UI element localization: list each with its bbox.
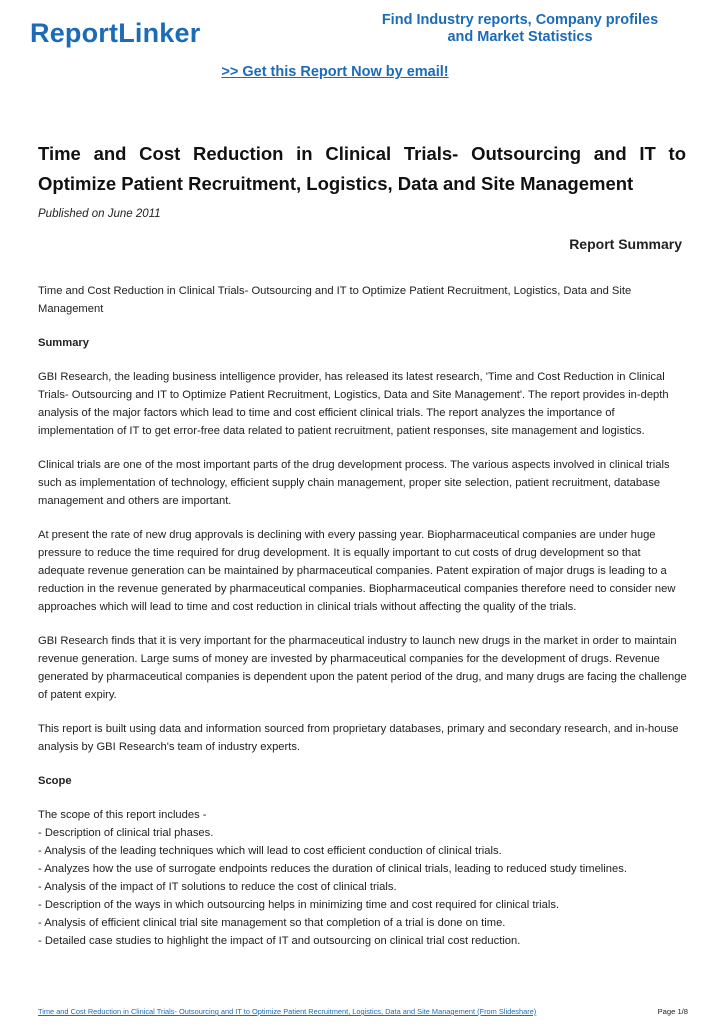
intro-paragraph: Time and Cost Reduction in Clinical Trials- Outsourcing and IT to Optimize Patient Recruitment, Logistics, Data and Site Management [38,285,632,315]
tagline-line-1: Find Industry reports, Company profiles [381,12,659,28]
report-summary-heading: Report Summary [569,236,682,252]
summary-paragraph-1: GBI Research, the leading business intelligence provider, has released its latest research, 'Time and Cost Reduction in Clinical Trials- Outsourcing and IT to Optimize Patient Recruitment, Logistics, Data and Site Management'. The report provides in-depth analysis of the major factors which lead to time and cost efficient clinical trials. The report analyzes the importance of implementation of IT to get error-free data related to patient recruitment, patient responses, site management and logistics. [38,371,669,437]
scope-item: - Analysis of the impact of IT solutions to reduce the cost of clinical trials. [38,881,397,893]
scope-intro: The scope of this report includes - [38,809,207,821]
scope-item: - Description of clinical trial phases. [38,827,214,839]
published-date: Published on June 2011 [38,208,161,220]
summary-heading: Summary [38,337,89,349]
reportlinker-logo[interactable]: ReportLinker [30,18,201,48]
get-report-link[interactable]: >> Get this Report Now by email! [221,64,449,80]
report-body [38,282,688,950]
tagline-line-2: and Market Statistics [447,29,593,45]
page-number: Page 1/8 [657,1007,688,1016]
page-footer [38,1007,688,1016]
report-title: Time and Cost Reduction in Clinical Trials- Outsourcing and IT to Optimize Patient Recruitment, Logistics, Data and Site Management [38,143,686,194]
summary-paragraph-4: GBI Research finds that it is very important for the pharmaceutical industry to launch new drugs in the market in order to maintain revenue generation. Large sums of money are invested by pharmaceutical companies for the development of drugs. Revenue generated by pharmaceutical companies is dependent upon the patent period of the drug, and many drugs are facing the challenge of patent expiry. [38,635,687,701]
summary-paragraph-5: This report is built using data and information sourced from proprietary databases, primary and secondary research, and in-house analysis by GBI Research's team of industry experts. [38,723,679,753]
scope-heading: Scope [38,775,72,787]
footer-report-link[interactable]: Time and Cost Reduction in Clinical Trials- Outsourcing and IT to Optimize Patient Recruitment, Logistics, Data and Site Management (From Slideshare) [38,1007,537,1016]
scope-item: - Analysis of the leading techniques which will lead to cost efficient conduction of clinical trials. [38,845,502,857]
scope-item: - Detailed case studies to highlight the impact of IT and outsourcing on clinical trial cost reduction. [38,935,521,947]
scope-item: - Analyzes how the use of surrogate endpoints reduces the duration of clinical trials, leading to reduced study timelines. [38,863,627,875]
summary-paragraph-2: Clinical trials are one of the most important parts of the drug development process. The various aspects involved in clinical trials such as implementation of technology, efficient supply chain management, proper site selection, patient recruitment, database management and others are important. [38,459,670,507]
scope-item: - Analysis of efficient clinical trial site management so that completion of a trial is done on time. [38,917,506,929]
summary-paragraph-3: At present the rate of new drug approvals is declining with every passing year. Biopharmaceutical companies are under huge pressure to reduce the time required for drug development. It is equally important to cut costs of drug development so that adequate revenue generation can be maintained by pharmaceutical companies. Patent expiration of major drugs is leading to a reduction in the revenue generated by pharmaceutical companies. Biopharmaceutical companies therefore need to consider new approaches which will lead to time and cost reduction in clinical trials without affecting the quality of the trials. [38,529,676,613]
scope-list [38,806,688,950]
header-tagline [380,12,660,46]
scope-item: - Description of the ways in which outsourcing helps in minimizing time and cost required for clinical trials. [38,899,560,911]
